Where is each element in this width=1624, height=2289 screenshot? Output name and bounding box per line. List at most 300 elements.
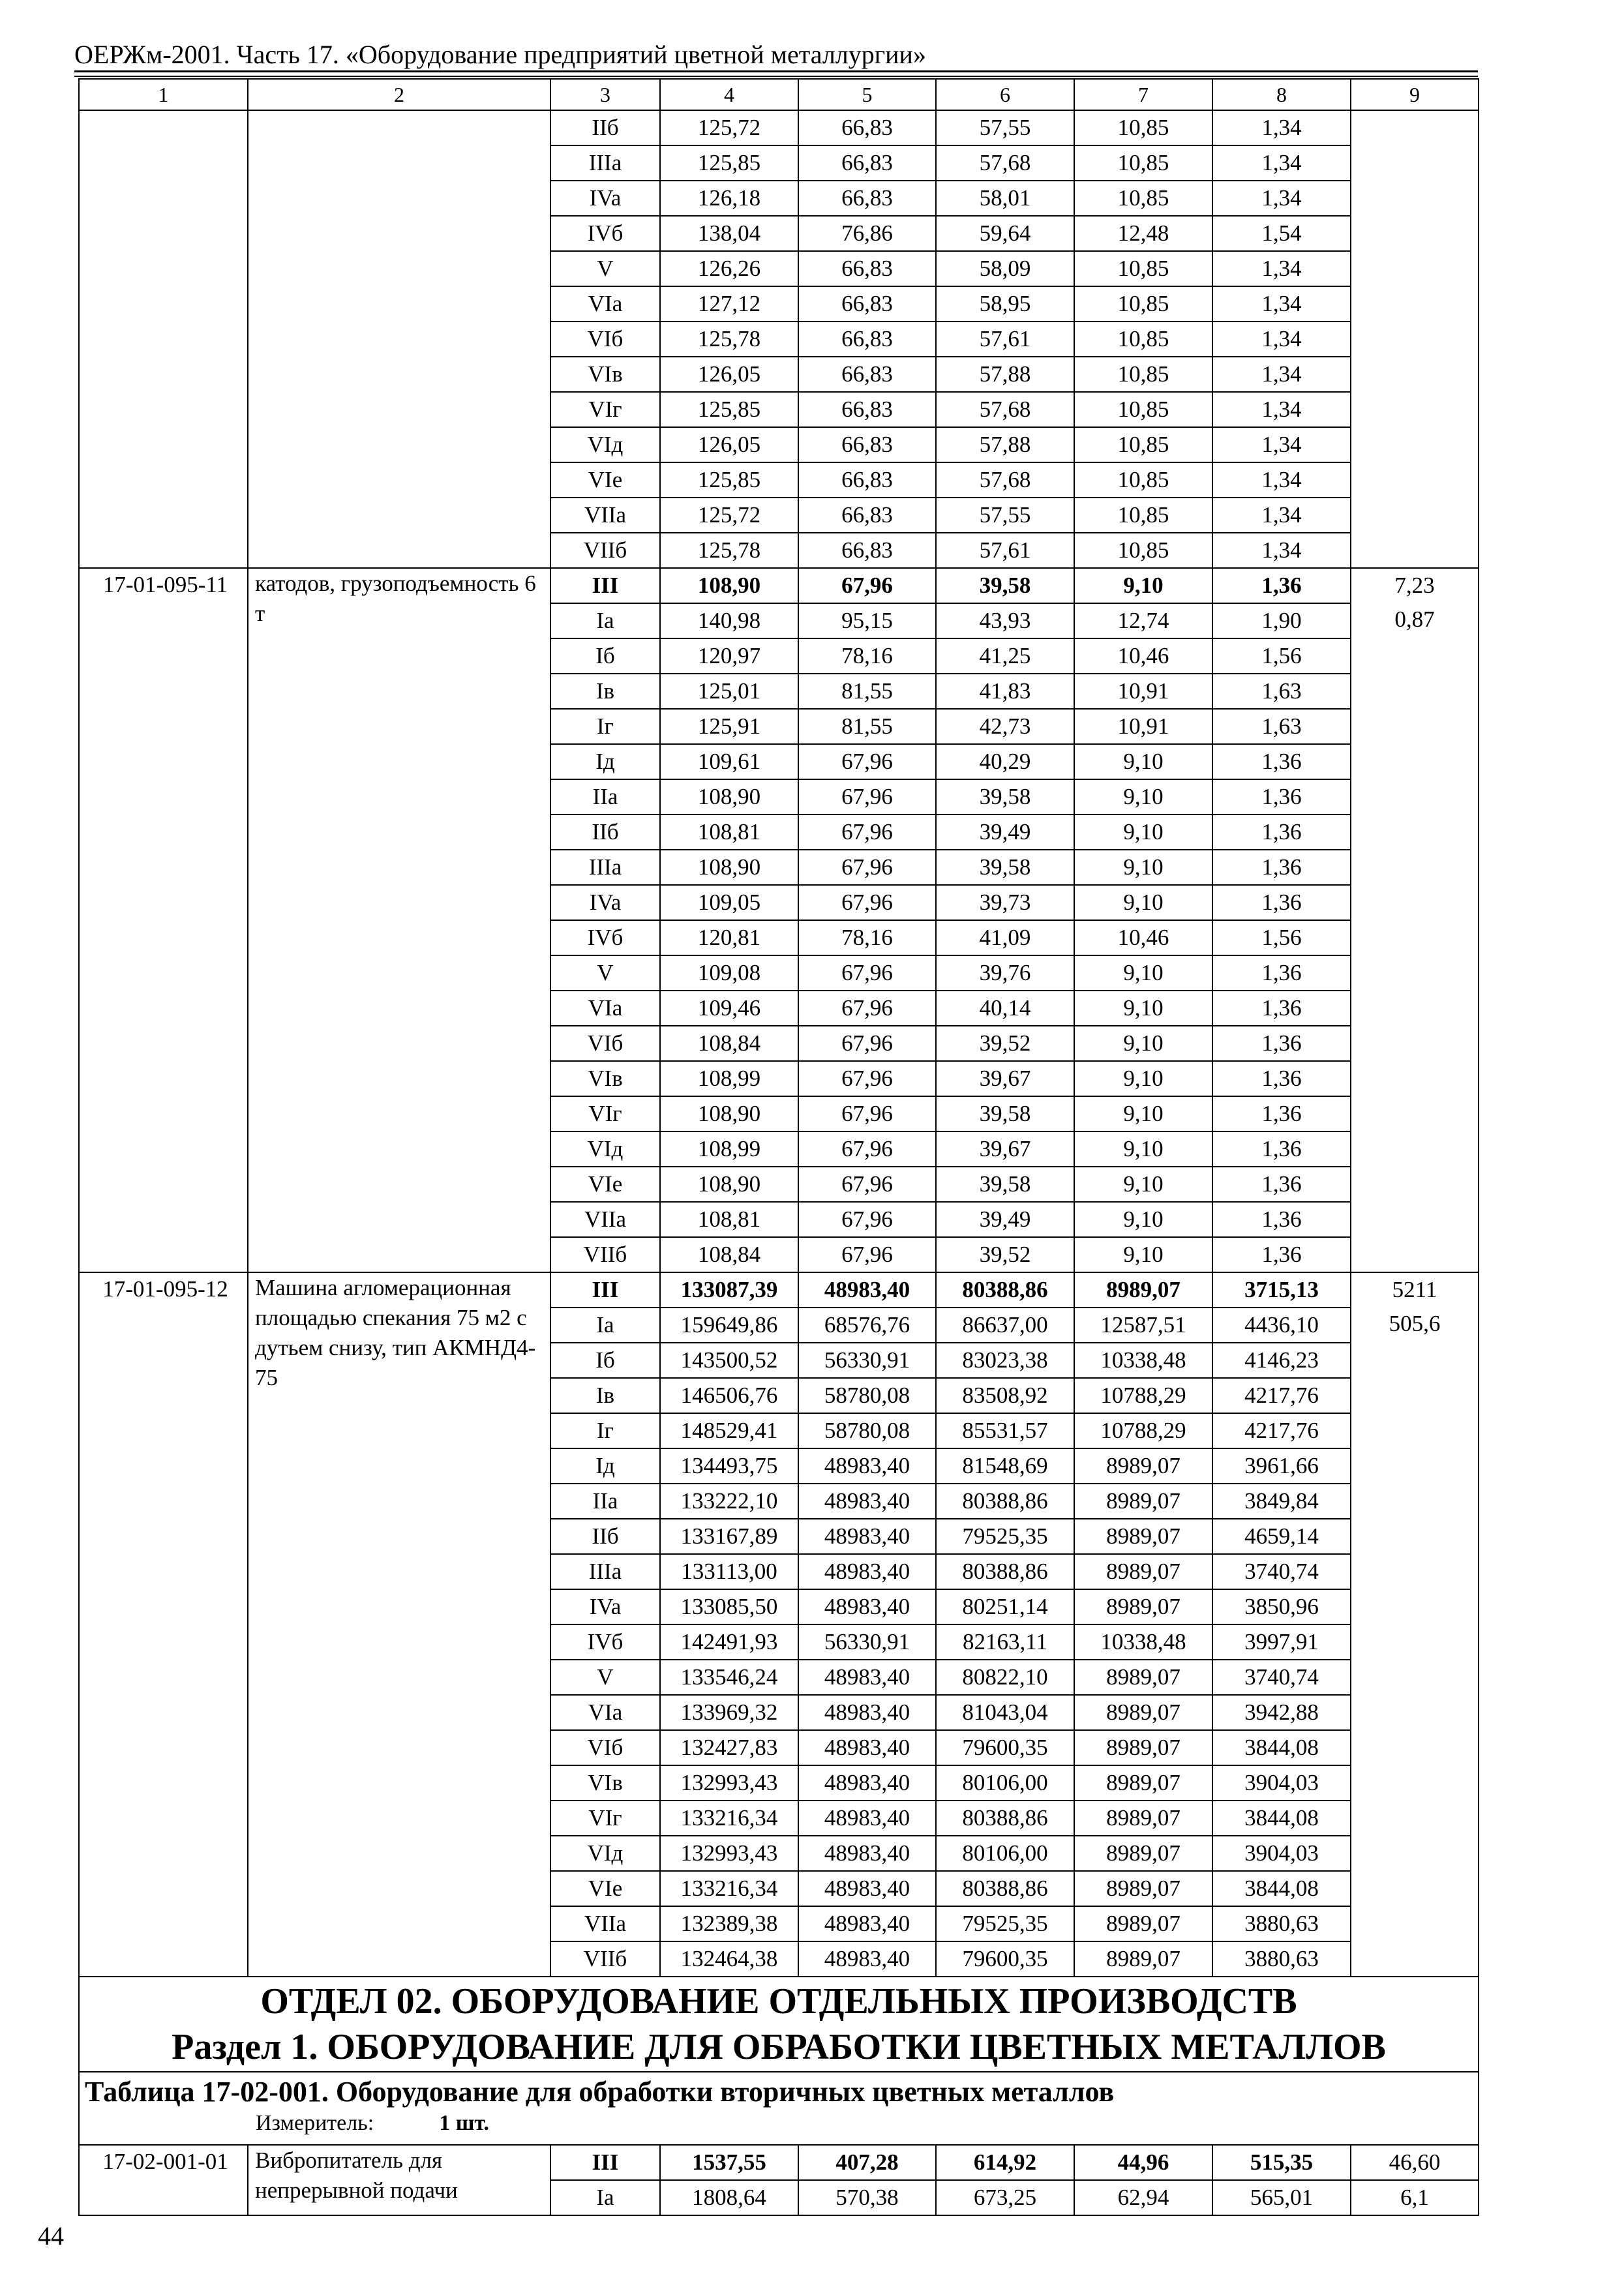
value-cell: 1,34 bbox=[1212, 286, 1351, 322]
value-cell: 140,98 bbox=[660, 603, 798, 638]
value-cell: 59,64 bbox=[936, 216, 1074, 251]
value-cell: 80388,86 bbox=[936, 1801, 1074, 1836]
value-cell: 1,34 bbox=[1212, 110, 1351, 145]
value-cell: 109,08 bbox=[660, 955, 798, 991]
value-cell: 48983,40 bbox=[798, 1448, 936, 1484]
zone-cell: VIв bbox=[550, 1765, 660, 1801]
value-cell: 8989,07 bbox=[1074, 1906, 1212, 1941]
value-cell: 125,85 bbox=[660, 145, 798, 181]
value-cell: 148529,41 bbox=[660, 1413, 798, 1448]
value-cell: 57,88 bbox=[936, 427, 1074, 462]
value-cell: 67,96 bbox=[798, 744, 936, 779]
value-cell: 3850,96 bbox=[1212, 1589, 1351, 1624]
value-cell: 1,36 bbox=[1212, 850, 1351, 885]
column-number-row bbox=[79, 79, 1479, 110]
value-cell: 159649,86 bbox=[660, 1308, 798, 1343]
value-cell: 79600,35 bbox=[936, 1941, 1074, 1977]
value-cell: 39,67 bbox=[936, 1061, 1074, 1096]
value-cell: 40,29 bbox=[936, 744, 1074, 779]
value-cell: 66,83 bbox=[798, 392, 936, 427]
item-code bbox=[79, 110, 248, 568]
value-cell: 673,25 bbox=[936, 2180, 1074, 2215]
zone-cell: IIб bbox=[550, 815, 660, 850]
value-cell: 58,01 bbox=[936, 181, 1074, 216]
value-cell: 8989,07 bbox=[1074, 1554, 1212, 1589]
value-cell: 78,16 bbox=[798, 638, 936, 674]
value-cell: 133969,32 bbox=[660, 1695, 798, 1730]
table-row bbox=[79, 1272, 1479, 1308]
value-cell: 8989,07 bbox=[1074, 1695, 1212, 1730]
zone-cell: Iб bbox=[550, 638, 660, 674]
value-cell: 133085,50 bbox=[660, 1589, 798, 1624]
value-cell: 39,52 bbox=[936, 1026, 1074, 1061]
value-cell: 58780,08 bbox=[798, 1378, 936, 1413]
value-cell: 66,83 bbox=[798, 145, 936, 181]
value-cell: 1,34 bbox=[1212, 392, 1351, 427]
value-cell: 1,36 bbox=[1212, 1061, 1351, 1096]
value-cell: 3844,08 bbox=[1212, 1801, 1351, 1836]
zone-cell: III bbox=[550, 2145, 660, 2180]
col9-cell bbox=[1351, 568, 1479, 1272]
value-cell: 10,91 bbox=[1074, 709, 1212, 744]
value-cell: 10,85 bbox=[1074, 251, 1212, 286]
zone-cell: VIд bbox=[550, 1836, 660, 1871]
value-cell: 4217,76 bbox=[1212, 1378, 1351, 1413]
value-cell: 48983,40 bbox=[798, 1801, 936, 1836]
page-number: 44 bbox=[38, 2221, 64, 2251]
zone-cell: IVa bbox=[550, 181, 660, 216]
value-cell: 143500,52 bbox=[660, 1343, 798, 1378]
value-cell: 3904,03 bbox=[1212, 1836, 1351, 1871]
value-cell: 83023,38 bbox=[936, 1343, 1074, 1378]
zone-cell: III bbox=[550, 568, 660, 603]
value-cell: 66,83 bbox=[798, 181, 936, 216]
value-cell: 1,90 bbox=[1212, 603, 1351, 638]
value-cell: 67,96 bbox=[798, 568, 936, 603]
value-cell: 126,05 bbox=[660, 357, 798, 392]
value-cell: 146506,76 bbox=[660, 1378, 798, 1413]
column-number: 2 bbox=[248, 79, 550, 110]
zone-cell: VIIa bbox=[550, 498, 660, 533]
value-cell: 1,34 bbox=[1212, 251, 1351, 286]
value-cell: 108,90 bbox=[660, 850, 798, 885]
value-cell: 57,61 bbox=[936, 533, 1074, 568]
value-cell: 142491,93 bbox=[660, 1624, 798, 1660]
value-cell: 66,83 bbox=[798, 251, 936, 286]
value-cell: 125,72 bbox=[660, 498, 798, 533]
value-cell: 39,52 bbox=[936, 1237, 1074, 1272]
value-cell: 48983,40 bbox=[798, 1906, 936, 1941]
value-cell: 57,55 bbox=[936, 498, 1074, 533]
value-cell: 12587,51 bbox=[1074, 1308, 1212, 1343]
value-cell: 67,96 bbox=[798, 1167, 936, 1202]
value-cell: 66,83 bbox=[798, 322, 936, 357]
value-cell: 133546,24 bbox=[660, 1660, 798, 1695]
value-cell: 1,36 bbox=[1212, 955, 1351, 991]
zone-cell: VIд bbox=[550, 1131, 660, 1167]
value-cell: 48983,40 bbox=[798, 1695, 936, 1730]
value-cell: 4146,23 bbox=[1212, 1343, 1351, 1378]
value-cell: 8989,07 bbox=[1074, 1765, 1212, 1801]
value-cell: 58780,08 bbox=[798, 1413, 936, 1448]
value-cell: 132389,38 bbox=[660, 1906, 798, 1941]
zone-cell: VIe bbox=[550, 1871, 660, 1906]
value-cell: 66,83 bbox=[798, 533, 936, 568]
value-cell: 67,96 bbox=[798, 1061, 936, 1096]
value-cell: 3880,63 bbox=[1212, 1941, 1351, 1977]
value-cell: 57,61 bbox=[936, 322, 1074, 357]
value-cell: 1,36 bbox=[1212, 885, 1351, 920]
value-cell: 614,92 bbox=[936, 2145, 1074, 2180]
value-cell: 8989,07 bbox=[1074, 1519, 1212, 1554]
value-cell: 56330,91 bbox=[798, 1624, 936, 1660]
value-cell: 39,73 bbox=[936, 885, 1074, 920]
value-cell: 12,74 bbox=[1074, 603, 1212, 638]
value-cell: 1,36 bbox=[1212, 744, 1351, 779]
value-cell: 66,83 bbox=[798, 427, 936, 462]
zone-cell: Iд bbox=[550, 1448, 660, 1484]
zone-cell: VIIб bbox=[550, 1941, 660, 1977]
running-header: ОЕРЖм-2001. Часть 17. «Оборудование предприятий цветной металлургии» bbox=[74, 40, 926, 69]
zone-cell: IVб bbox=[550, 216, 660, 251]
value-cell: 8989,07 bbox=[1074, 1448, 1212, 1484]
value-cell: 80388,86 bbox=[936, 1871, 1074, 1906]
value-cell: 10,85 bbox=[1074, 181, 1212, 216]
department-title: ОТДЕЛ 02. ОБОРУДОВАНИЕ ОТДЕЛЬНЫХ ПРОИЗВОДСТВ bbox=[260, 1981, 1297, 2022]
value-cell: 67,96 bbox=[798, 1096, 936, 1131]
value-cell: 8989,07 bbox=[1074, 1589, 1212, 1624]
value-cell: 62,94 bbox=[1074, 2180, 1212, 2215]
zone-cell: V bbox=[550, 1660, 660, 1695]
value-cell: 8989,07 bbox=[1074, 1941, 1212, 1977]
price-table bbox=[78, 78, 1479, 2216]
column-number: 8 bbox=[1212, 79, 1351, 110]
value-cell: 79525,35 bbox=[936, 1519, 1074, 1554]
value-cell: 66,83 bbox=[798, 498, 936, 533]
department-heading-row bbox=[79, 1977, 1479, 2072]
value-cell: 10,85 bbox=[1074, 286, 1212, 322]
value-cell: 67,96 bbox=[798, 955, 936, 991]
value-cell: 1,36 bbox=[1212, 1096, 1351, 1131]
zone-cell: IIIa bbox=[550, 850, 660, 885]
value-cell: 1,36 bbox=[1212, 815, 1351, 850]
value-cell: 125,85 bbox=[660, 462, 798, 498]
value-cell: 108,90 bbox=[660, 1096, 798, 1131]
value-cell: 1,34 bbox=[1212, 181, 1351, 216]
value-cell: 39,76 bbox=[936, 955, 1074, 991]
value-cell: 1,54 bbox=[1212, 216, 1351, 251]
value-cell: 57,68 bbox=[936, 392, 1074, 427]
value-cell: 133167,89 bbox=[660, 1519, 798, 1554]
value-cell: 3844,08 bbox=[1212, 1871, 1351, 1906]
value-cell: 80822,10 bbox=[936, 1660, 1074, 1695]
value-cell: 1,63 bbox=[1212, 674, 1351, 709]
value-cell: 1,36 bbox=[1212, 1237, 1351, 1272]
zone-cell: VIa bbox=[550, 1695, 660, 1730]
value-cell: 39,49 bbox=[936, 815, 1074, 850]
value-cell: 8989,07 bbox=[1074, 1801, 1212, 1836]
value-cell: 40,14 bbox=[936, 991, 1074, 1026]
value-cell: 1,36 bbox=[1212, 1167, 1351, 1202]
value-cell: 133087,39 bbox=[660, 1272, 798, 1308]
col9-value: 7,23 bbox=[1394, 573, 1435, 598]
value-cell: 10,85 bbox=[1074, 322, 1212, 357]
value-cell: 1,56 bbox=[1212, 638, 1351, 674]
value-cell: 10,85 bbox=[1074, 462, 1212, 498]
value-cell: 9,10 bbox=[1074, 885, 1212, 920]
department-heading bbox=[79, 1977, 1479, 2072]
value-cell: 58,95 bbox=[936, 286, 1074, 322]
zone-cell: Iв bbox=[550, 674, 660, 709]
zone-cell: VIг bbox=[550, 392, 660, 427]
value-cell: 57,68 bbox=[936, 145, 1074, 181]
value-cell: 108,90 bbox=[660, 779, 798, 815]
zone-cell: IIб bbox=[550, 110, 660, 145]
value-cell: 67,96 bbox=[798, 991, 936, 1026]
value-cell: 108,90 bbox=[660, 1167, 798, 1202]
table-caption bbox=[79, 2072, 1479, 2145]
zone-cell: Iг bbox=[550, 709, 660, 744]
value-cell: 133222,10 bbox=[660, 1484, 798, 1519]
value-cell: 125,85 bbox=[660, 392, 798, 427]
zone-cell: IVб bbox=[550, 920, 660, 955]
zone-cell: IVa bbox=[550, 1589, 660, 1624]
value-cell: 133113,00 bbox=[660, 1554, 798, 1589]
value-cell: 108,99 bbox=[660, 1061, 798, 1096]
value-cell: 3997,91 bbox=[1212, 1624, 1351, 1660]
zone-cell: VIIб bbox=[550, 533, 660, 568]
value-cell: 1,63 bbox=[1212, 709, 1351, 744]
zone-cell: IIб bbox=[550, 1519, 660, 1554]
value-cell: 10,85 bbox=[1074, 498, 1212, 533]
value-cell: 132993,43 bbox=[660, 1836, 798, 1871]
value-cell: 67,96 bbox=[798, 1131, 936, 1167]
column-number: 6 bbox=[936, 79, 1074, 110]
col9-value: 6,1 bbox=[1351, 2180, 1479, 2215]
value-cell: 125,01 bbox=[660, 674, 798, 709]
value-cell: 80388,86 bbox=[936, 1554, 1074, 1589]
value-cell: 125,91 bbox=[660, 709, 798, 744]
value-cell: 125,78 bbox=[660, 322, 798, 357]
value-cell: 39,49 bbox=[936, 1202, 1074, 1237]
value-cell: 67,96 bbox=[798, 850, 936, 885]
value-cell: 120,81 bbox=[660, 920, 798, 955]
value-cell: 66,83 bbox=[798, 357, 936, 392]
value-cell: 3849,84 bbox=[1212, 1484, 1351, 1519]
value-cell: 48983,40 bbox=[798, 1836, 936, 1871]
zone-cell: Iг bbox=[550, 1413, 660, 1448]
value-cell: 8989,07 bbox=[1074, 1836, 1212, 1871]
value-cell: 10788,29 bbox=[1074, 1378, 1212, 1413]
zone-cell: IIIa bbox=[550, 145, 660, 181]
value-cell: 44,96 bbox=[1074, 2145, 1212, 2180]
value-cell: 109,05 bbox=[660, 885, 798, 920]
value-cell: 80106,00 bbox=[936, 1836, 1074, 1871]
zone-cell: III bbox=[550, 1272, 660, 1308]
value-cell: 67,96 bbox=[798, 1026, 936, 1061]
value-cell: 41,83 bbox=[936, 674, 1074, 709]
zone-cell: Ia bbox=[550, 603, 660, 638]
value-cell: 39,58 bbox=[936, 568, 1074, 603]
value-cell: 57,88 bbox=[936, 357, 1074, 392]
value-cell: 10,91 bbox=[1074, 674, 1212, 709]
zone-cell: VIIa bbox=[550, 1906, 660, 1941]
column-number: 1 bbox=[79, 79, 248, 110]
col9-value: 46,60 bbox=[1351, 2145, 1479, 2180]
value-cell: 9,10 bbox=[1074, 1167, 1212, 1202]
col9-value: 0,87 bbox=[1394, 606, 1435, 632]
zone-cell: VIa bbox=[550, 991, 660, 1026]
zone-cell: IIa bbox=[550, 779, 660, 815]
column-number: 9 bbox=[1351, 79, 1479, 110]
zone-cell: VIв bbox=[550, 357, 660, 392]
value-cell: 132427,83 bbox=[660, 1730, 798, 1765]
value-cell: 9,10 bbox=[1074, 1131, 1212, 1167]
value-cell: 1,36 bbox=[1212, 1131, 1351, 1167]
value-cell: 1,36 bbox=[1212, 1202, 1351, 1237]
value-cell: 39,58 bbox=[936, 1167, 1074, 1202]
value-cell: 10338,48 bbox=[1074, 1624, 1212, 1660]
value-cell: 10788,29 bbox=[1074, 1413, 1212, 1448]
value-cell: 1,36 bbox=[1212, 1026, 1351, 1061]
value-cell: 67,96 bbox=[798, 815, 936, 850]
value-cell: 565,01 bbox=[1212, 2180, 1351, 2215]
zone-cell: VIг bbox=[550, 1096, 660, 1131]
value-cell: 125,72 bbox=[660, 110, 798, 145]
zone-cell: Ia bbox=[550, 2180, 660, 2215]
value-cell: 127,12 bbox=[660, 286, 798, 322]
zone-cell: Ia bbox=[550, 1308, 660, 1343]
value-cell: 9,10 bbox=[1074, 1026, 1212, 1061]
value-cell: 80251,14 bbox=[936, 1589, 1074, 1624]
value-cell: 3942,88 bbox=[1212, 1695, 1351, 1730]
unit-value: 1 шт. bbox=[439, 2111, 490, 2135]
value-cell: 515,35 bbox=[1212, 2145, 1351, 2180]
value-cell: 9,10 bbox=[1074, 1096, 1212, 1131]
item-code: 17-01-095-11 bbox=[79, 568, 248, 1272]
value-cell: 108,81 bbox=[660, 1202, 798, 1237]
col9-value: 505,6 bbox=[1389, 1311, 1441, 1336]
value-cell: 108,99 bbox=[660, 1131, 798, 1167]
value-cell: 48983,40 bbox=[798, 1272, 936, 1308]
value-cell: 10,85 bbox=[1074, 145, 1212, 181]
value-cell: 85531,57 bbox=[936, 1413, 1074, 1448]
value-cell: 10,46 bbox=[1074, 920, 1212, 955]
value-cell: 10,85 bbox=[1074, 392, 1212, 427]
value-cell: 132993,43 bbox=[660, 1765, 798, 1801]
value-cell: 48983,40 bbox=[798, 1589, 936, 1624]
value-cell: 80388,86 bbox=[936, 1272, 1074, 1308]
value-cell: 67,96 bbox=[798, 885, 936, 920]
value-cell: 10,85 bbox=[1074, 110, 1212, 145]
value-cell: 133216,34 bbox=[660, 1871, 798, 1906]
unit-label: Измеритель: bbox=[256, 2111, 374, 2135]
value-cell: 57,55 bbox=[936, 110, 1074, 145]
value-cell: 3740,74 bbox=[1212, 1660, 1351, 1695]
value-cell: 126,18 bbox=[660, 181, 798, 216]
zone-cell: VIa bbox=[550, 286, 660, 322]
zone-cell: VIIб bbox=[550, 1237, 660, 1272]
value-cell: 3740,74 bbox=[1212, 1554, 1351, 1589]
value-cell: 10,85 bbox=[1074, 357, 1212, 392]
zone-cell: V bbox=[550, 251, 660, 286]
value-cell: 48983,40 bbox=[798, 1765, 936, 1801]
value-cell: 68576,76 bbox=[798, 1308, 936, 1343]
value-cell: 10,85 bbox=[1074, 533, 1212, 568]
value-cell: 48983,40 bbox=[798, 1554, 936, 1589]
value-cell: 1,34 bbox=[1212, 357, 1351, 392]
value-cell: 79600,35 bbox=[936, 1730, 1074, 1765]
value-cell: 82163,11 bbox=[936, 1624, 1074, 1660]
value-cell: 10,46 bbox=[1074, 638, 1212, 674]
zone-cell: VIг bbox=[550, 1801, 660, 1836]
value-cell: 79525,35 bbox=[936, 1906, 1074, 1941]
value-cell: 48983,40 bbox=[798, 1730, 936, 1765]
unit-line bbox=[85, 2108, 1478, 2139]
table-title: Таблица 17-02-001. Оборудование для обработки вторичных цветных металлов bbox=[85, 2076, 1115, 2108]
zone-cell: Iд bbox=[550, 744, 660, 779]
table-row bbox=[79, 2145, 1479, 2180]
zone-cell: VIб bbox=[550, 1026, 660, 1061]
value-cell: 108,81 bbox=[660, 815, 798, 850]
value-cell: 78,16 bbox=[798, 920, 936, 955]
value-cell: 1,34 bbox=[1212, 533, 1351, 568]
zone-cell: VIe bbox=[550, 462, 660, 498]
value-cell: 9,10 bbox=[1074, 744, 1212, 779]
value-cell: 9,10 bbox=[1074, 991, 1212, 1026]
zone-cell: IIIa bbox=[550, 1554, 660, 1589]
value-cell: 57,68 bbox=[936, 462, 1074, 498]
zone-cell: IVб bbox=[550, 1624, 660, 1660]
value-cell: 48983,40 bbox=[798, 1519, 936, 1554]
value-cell: 86637,00 bbox=[936, 1308, 1074, 1343]
value-cell: 3715,13 bbox=[1212, 1272, 1351, 1308]
value-cell: 67,96 bbox=[798, 1202, 936, 1237]
table-row bbox=[79, 110, 1479, 145]
value-cell: 66,83 bbox=[798, 462, 936, 498]
value-cell: 9,10 bbox=[1074, 1237, 1212, 1272]
zone-cell: VIб bbox=[550, 1730, 660, 1765]
section-title: Раздел 1. ОБОРУДОВАНИЕ ДЛЯ ОБРАБОТКИ ЦВЕТНЫХ МЕТАЛЛОВ bbox=[172, 2027, 1386, 2067]
value-cell: 1,34 bbox=[1212, 322, 1351, 357]
value-cell: 9,10 bbox=[1074, 568, 1212, 603]
value-cell: 95,15 bbox=[798, 603, 936, 638]
value-cell: 66,83 bbox=[798, 110, 936, 145]
value-cell: 1,34 bbox=[1212, 498, 1351, 533]
value-cell: 1,34 bbox=[1212, 462, 1351, 498]
value-cell: 48983,40 bbox=[798, 1941, 936, 1977]
item-code: 17-01-095-12 bbox=[79, 1272, 248, 1977]
value-cell: 8989,07 bbox=[1074, 1730, 1212, 1765]
table-body bbox=[79, 79, 1479, 2215]
item-description bbox=[248, 110, 550, 568]
value-cell: 39,58 bbox=[936, 1096, 1074, 1131]
value-cell: 66,83 bbox=[798, 286, 936, 322]
zone-cell: VIIa bbox=[550, 1202, 660, 1237]
value-cell: 1,36 bbox=[1212, 568, 1351, 603]
value-cell: 1,36 bbox=[1212, 779, 1351, 815]
value-cell: 1,36 bbox=[1212, 991, 1351, 1026]
value-cell: 109,46 bbox=[660, 991, 798, 1026]
table-row bbox=[79, 568, 1479, 603]
zone-cell: IVa bbox=[550, 885, 660, 920]
value-cell: 9,10 bbox=[1074, 1061, 1212, 1096]
value-cell: 58,09 bbox=[936, 251, 1074, 286]
value-cell: 1537,55 bbox=[660, 2145, 798, 2180]
value-cell: 39,67 bbox=[936, 1131, 1074, 1167]
value-cell: 4659,14 bbox=[1212, 1519, 1351, 1554]
value-cell: 83508,92 bbox=[936, 1378, 1074, 1413]
